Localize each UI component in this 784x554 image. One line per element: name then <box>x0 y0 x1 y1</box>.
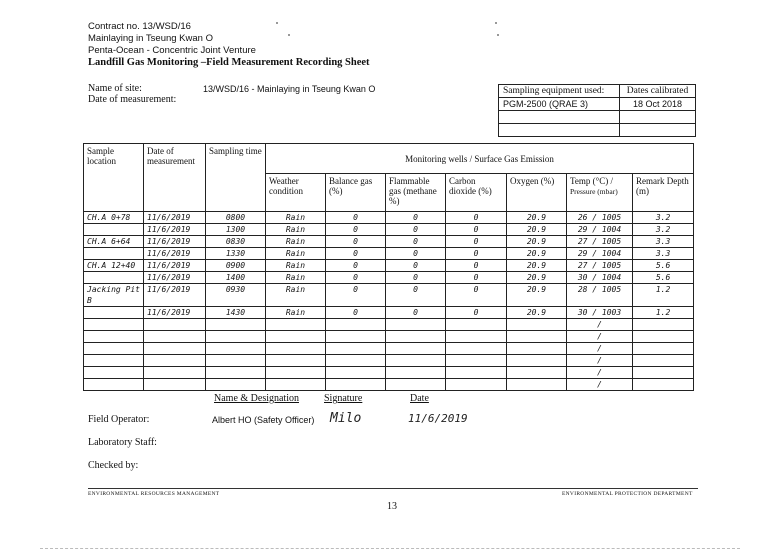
cell-weather <box>266 355 326 367</box>
cell-co2: 0 <box>446 212 507 224</box>
cell-o2: 20.9 <box>507 307 567 319</box>
cell-time: 0930 <box>206 284 266 307</box>
cell-loc <box>84 307 144 319</box>
cell-bal: 0 <box>326 212 386 224</box>
cell-time: 1400 <box>206 272 266 284</box>
cell-date <box>144 355 206 367</box>
cell-flam <box>386 367 446 379</box>
cell-depth <box>633 343 694 355</box>
cell-date <box>144 343 206 355</box>
cell-bal: 0 <box>326 284 386 307</box>
cell-loc <box>84 224 144 236</box>
footer-left: ENVIRONMENTAL RESOURCES MANAGEMENT <box>88 491 220 497</box>
calibrated-empty-cell <box>620 111 696 124</box>
cell-flam: 0 <box>386 248 446 260</box>
cell-depth: 5.6 <box>633 260 694 272</box>
cell-depth <box>633 379 694 391</box>
scan-speck <box>497 34 499 36</box>
cell-tp: / <box>567 379 633 391</box>
col-oxygen: Oxygen (%) <box>507 174 567 212</box>
cell-co2: 0 <box>446 272 507 284</box>
scan-edge-line <box>40 548 740 549</box>
cell-tp: 26 / 1005 <box>567 212 633 224</box>
table-row <box>84 284 694 307</box>
cell-weather <box>266 319 326 331</box>
cell-weather <box>266 379 326 391</box>
cell-depth: 3.3 <box>633 236 694 248</box>
cell-tp: 27 / 1005 <box>567 260 633 272</box>
cell-o2: 20.9 <box>507 236 567 248</box>
cell-time <box>206 343 266 355</box>
cell-date <box>144 331 206 343</box>
cell-weather: Rain <box>266 307 326 319</box>
col-flammable-gas: Flammable gas (methane %) <box>386 174 446 212</box>
cell-date: 11/6/2019 <box>144 236 206 248</box>
col-temp-pressure <box>567 174 633 212</box>
cell-bal <box>326 319 386 331</box>
col-balance-gas: Balance gas (%) <box>326 174 386 212</box>
cell-co2 <box>446 355 507 367</box>
equipment-empty-cell <box>499 124 620 137</box>
cell-co2: 0 <box>446 284 507 307</box>
cell-depth: 1.2 <box>633 307 694 319</box>
table-row <box>84 367 694 379</box>
cell-depth: 3.2 <box>633 224 694 236</box>
cell-bal: 0 <box>326 307 386 319</box>
pressure-label: Pressure (mbar) <box>570 187 618 196</box>
cell-date: 11/6/2019 <box>144 224 206 236</box>
field-operator-name: Albert HO (Safety Officer) <box>212 415 315 425</box>
cell-loc <box>84 355 144 367</box>
cell-bal <box>326 331 386 343</box>
col-remark-depth: Remark Depth (m) <box>633 174 694 212</box>
contract-number: Contract no. 13/WSD/16 <box>88 21 191 32</box>
cell-co2: 0 <box>446 224 507 236</box>
cell-loc <box>84 331 144 343</box>
table-row <box>84 272 694 284</box>
cell-flam: 0 <box>386 284 446 307</box>
date-header: Date <box>410 393 429 404</box>
cell-flam <box>386 355 446 367</box>
table-row <box>84 260 694 272</box>
cell-bal: 0 <box>326 248 386 260</box>
table-row <box>84 212 694 224</box>
cell-time <box>206 379 266 391</box>
cell-co2 <box>446 343 507 355</box>
cell-depth: 5.6 <box>633 272 694 284</box>
cell-depth: 1.2 <box>633 284 694 307</box>
col-group-monitoring-wells: Monitoring wells / Surface Gas Emission <box>266 144 694 174</box>
table-row <box>84 248 694 260</box>
cell-time <box>206 319 266 331</box>
table-row <box>84 224 694 236</box>
cell-loc <box>84 319 144 331</box>
equipment-value: PGM-2500 (QRAE 3) <box>499 98 620 111</box>
col-date-of-measurement: Date of measurement <box>144 144 206 212</box>
cell-bal: 0 <box>326 272 386 284</box>
cell-tp: / <box>567 319 633 331</box>
cell-loc <box>84 379 144 391</box>
calibrated-empty-cell <box>620 124 696 137</box>
cell-depth <box>633 331 694 343</box>
cell-co2: 0 <box>446 260 507 272</box>
cell-depth <box>633 319 694 331</box>
cell-co2 <box>446 319 507 331</box>
cell-time <box>206 331 266 343</box>
table-row <box>84 379 694 391</box>
contractor-name: Penta-Ocean - Concentric Joint Venture <box>88 45 256 56</box>
cell-bal <box>326 367 386 379</box>
cell-o2 <box>507 319 567 331</box>
cell-weather: Rain <box>266 284 326 307</box>
cell-time: 1300 <box>206 224 266 236</box>
cell-depth <box>633 355 694 367</box>
col-sampling-time: Sampling time <box>206 144 266 212</box>
site-name-value: 13/WSD/16 - Mainlaying in Tseung Kwan O <box>203 84 376 94</box>
checked-by-label: Checked by: <box>88 460 139 471</box>
cell-time: 1430 <box>206 307 266 319</box>
cell-time: 0800 <box>206 212 266 224</box>
cell-date <box>144 319 206 331</box>
table-row <box>84 343 694 355</box>
table-row <box>84 236 694 248</box>
cell-bal: 0 <box>326 236 386 248</box>
table-row <box>84 331 694 343</box>
cell-loc: Jacking Pit B <box>84 284 144 307</box>
cell-o2: 20.9 <box>507 260 567 272</box>
cell-weather: Rain <box>266 260 326 272</box>
cell-o2 <box>507 367 567 379</box>
cell-flam: 0 <box>386 212 446 224</box>
cell-weather: Rain <box>266 248 326 260</box>
cell-depth <box>633 367 694 379</box>
scan-speck <box>288 34 290 36</box>
col-weather: Weather condition <box>266 174 326 212</box>
cell-time <box>206 367 266 379</box>
cell-flam: 0 <box>386 307 446 319</box>
cell-o2: 20.9 <box>507 284 567 307</box>
cell-co2 <box>446 331 507 343</box>
cell-time: 1330 <box>206 248 266 260</box>
date-of-measurement-label: Date of measurement: <box>88 94 177 105</box>
cell-weather: Rain <box>266 224 326 236</box>
cell-weather <box>266 367 326 379</box>
cell-tp: 28 / 1005 <box>567 284 633 307</box>
cell-weather <box>266 331 326 343</box>
cell-bal <box>326 343 386 355</box>
calibrated-header: Dates calibrated <box>620 85 696 98</box>
site-name-label: Name of site: <box>88 83 142 94</box>
cell-date: 11/6/2019 <box>144 260 206 272</box>
cell-weather: Rain <box>266 272 326 284</box>
cell-time <box>206 355 266 367</box>
field-operator-signature: Milo <box>330 411 362 426</box>
field-operator-label: Field Operator: <box>88 414 150 425</box>
scan-speck <box>276 22 278 24</box>
cell-tp: 27 / 1005 <box>567 236 633 248</box>
cell-time: 0900 <box>206 260 266 272</box>
cell-depth: 3.2 <box>633 212 694 224</box>
cell-o2 <box>507 355 567 367</box>
cell-weather: Rain <box>266 236 326 248</box>
cell-tp: 30 / 1004 <box>567 272 633 284</box>
table-row <box>84 355 694 367</box>
footer-right: ENVIRONMENTAL PROTECTION DEPARTMENT <box>562 491 693 497</box>
cell-flam: 0 <box>386 260 446 272</box>
cell-tp: / <box>567 355 633 367</box>
cell-loc: CH.A 12+40 <box>84 260 144 272</box>
cell-date: 11/6/2019 <box>144 307 206 319</box>
col-sample-location: Sample location <box>84 144 144 212</box>
cell-loc: CH.A 0+78 <box>84 212 144 224</box>
cell-loc <box>84 367 144 379</box>
cell-loc <box>84 272 144 284</box>
cell-o2: 20.9 <box>507 224 567 236</box>
equipment-header: Sampling equipment used: <box>499 85 620 98</box>
cell-o2 <box>507 331 567 343</box>
cell-tp: 29 / 1004 <box>567 248 633 260</box>
cell-flam <box>386 319 446 331</box>
cell-flam <box>386 331 446 343</box>
cell-date <box>144 367 206 379</box>
cell-loc <box>84 248 144 260</box>
cell-o2 <box>507 379 567 391</box>
cell-o2: 20.9 <box>507 248 567 260</box>
table-row <box>84 319 694 331</box>
equipment-empty-cell <box>499 111 620 124</box>
footer-divider <box>88 488 698 489</box>
cell-time: 0830 <box>206 236 266 248</box>
cell-o2: 20.9 <box>507 212 567 224</box>
cell-o2 <box>507 343 567 355</box>
cell-weather <box>266 343 326 355</box>
cell-tp: / <box>567 367 633 379</box>
cell-co2 <box>446 367 507 379</box>
equipment-table <box>498 84 696 137</box>
cell-flam: 0 <box>386 236 446 248</box>
cell-tp: 30 / 1003 <box>567 307 633 319</box>
signature-header: Signature <box>324 393 363 404</box>
temp-label: Temp (°C) / <box>570 176 613 186</box>
cell-co2 <box>446 379 507 391</box>
cell-tp: 29 / 1004 <box>567 224 633 236</box>
cell-flam <box>386 379 446 391</box>
page-number: 13 <box>387 501 397 512</box>
measurement-table <box>83 143 694 391</box>
cell-depth: 3.3 <box>633 248 694 260</box>
cell-bal: 0 <box>326 224 386 236</box>
col-carbon-dioxide: Carbon dioxide (%) <box>446 174 507 212</box>
sheet-title: Landfill Gas Monitoring –Field Measurement Recording Sheet <box>88 57 370 68</box>
cell-co2: 0 <box>446 307 507 319</box>
scan-speck <box>495 22 497 24</box>
cell-flam <box>386 343 446 355</box>
cell-date <box>144 379 206 391</box>
cell-bal: 0 <box>326 260 386 272</box>
field-operator-date: 11/6/2019 <box>408 412 468 425</box>
cell-tp: / <box>567 331 633 343</box>
cell-flam: 0 <box>386 224 446 236</box>
cell-bal <box>326 379 386 391</box>
cell-co2: 0 <box>446 236 507 248</box>
calibrated-value: 18 Oct 2018 <box>620 98 696 111</box>
cell-date: 11/6/2019 <box>144 212 206 224</box>
laboratory-staff-label: Laboratory Staff: <box>88 437 157 448</box>
name-designation-header: Name & Designation <box>214 393 299 404</box>
project-name: Mainlaying in Tseung Kwan O <box>88 33 213 44</box>
cell-weather: Rain <box>266 212 326 224</box>
cell-date: 11/6/2019 <box>144 284 206 307</box>
cell-tp: / <box>567 343 633 355</box>
cell-loc: CH.A 6+64 <box>84 236 144 248</box>
cell-date: 11/6/2019 <box>144 248 206 260</box>
cell-co2: 0 <box>446 248 507 260</box>
cell-flam: 0 <box>386 272 446 284</box>
cell-o2: 20.9 <box>507 272 567 284</box>
cell-loc <box>84 343 144 355</box>
cell-date: 11/6/2019 <box>144 272 206 284</box>
cell-bal <box>326 355 386 367</box>
table-row <box>84 307 694 319</box>
